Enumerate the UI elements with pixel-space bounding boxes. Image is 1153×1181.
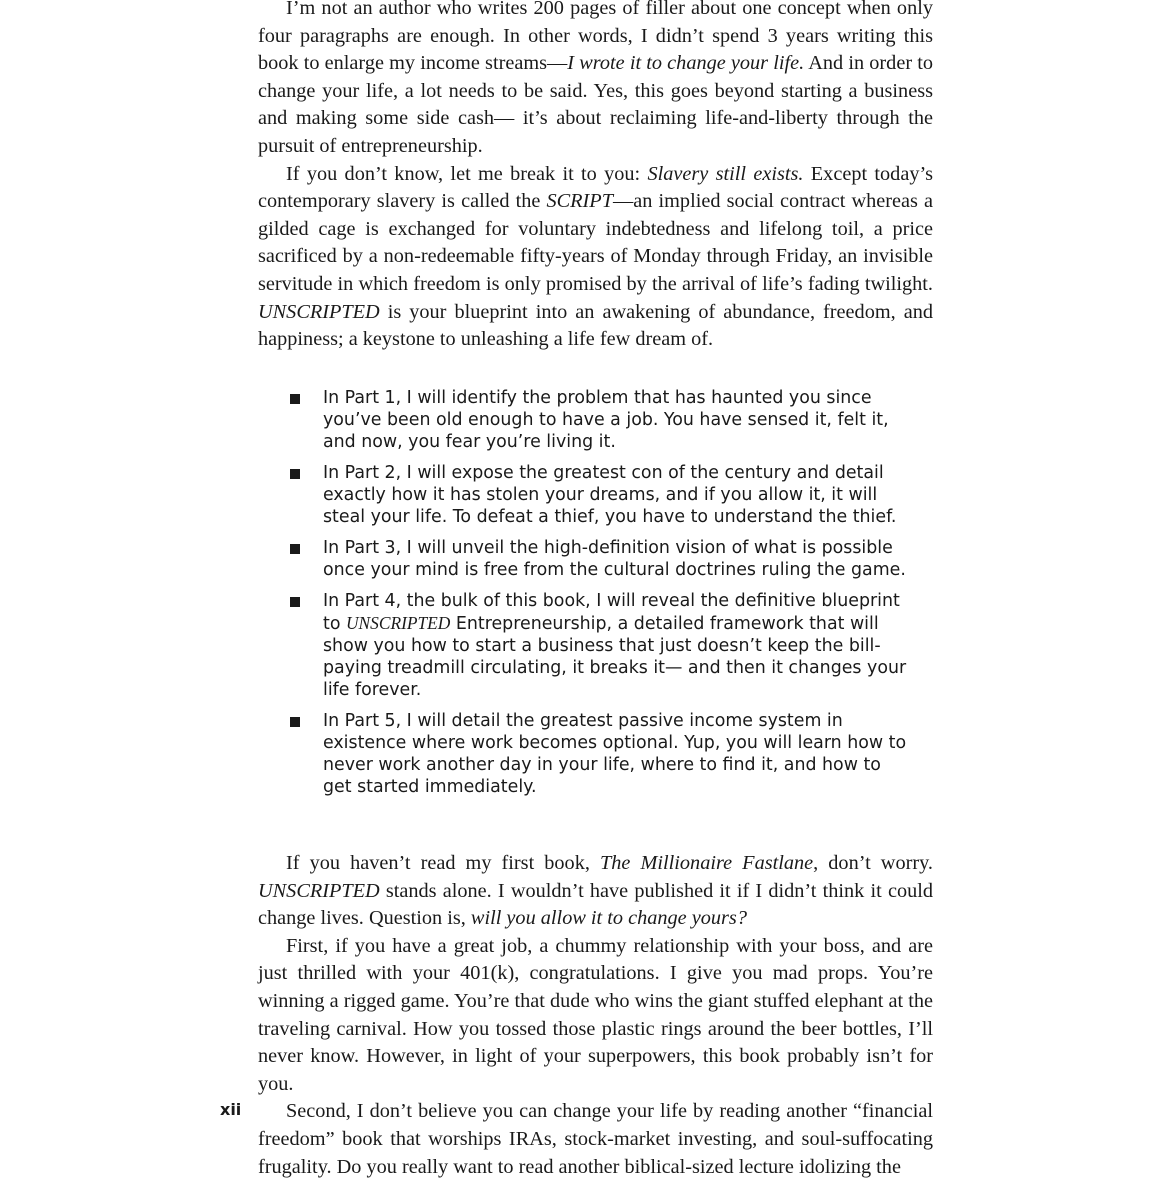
emphasis-unscripted: UNSCRIPTED [346,613,451,633]
bullet-part-5: In Part 5, I will detail the greatest passive income system in existence where work becomes optional. Yup, you will learn how to never work another day in your life, where to find it, and how to get started immediately. [288,710,908,798]
parts-bullet-list [288,387,908,807]
bullet-part-4: In Part 4, the bulk of this book, I will reveal the definitive blueprint to UNSCRIPTED Entrepreneurship, a detailed framework that will show you how to start a business that just doesn’t keep the bill-paying treadmill circulating, it breaks it— and then it changes your life forever. [288,590,908,701]
square-bullet-icon [290,469,300,479]
emphasis-unscripted: UNSCRIPTED [258,879,380,902]
emphasis-slavery: Slavery still exists. [647,162,804,185]
bullet-part-1: In Part 1, I will identify the problem that has haunted you since you’ve been old enough to have a job. You have sensed it, felt it, and now, you fear you’re living it. [288,387,908,453]
bullet-part-2: In Part 2, I will expose the greatest con of the century and detail exactly how it has stolen your dreams, and if you allow it, it will steal your life. To defeat a thief, you have to understand the thief. [288,462,908,528]
top-text-block [258,0,933,354]
square-bullet-icon [290,597,300,607]
paragraph-author-intent: I’m not an author who writes 200 pages of filler about one concept when only four paragraphs are enough. In other words, I didn’t spend 3 years writing this book to enlarge my income streams—I wrote it to change your life. And in order to change your life, a lot needs to be said. Yes, this goes beyond starting a business and making some side cash— it’s about reclaiming life-and-liberty through the pursuit of entrepreneurship. [258,0,934,157]
paragraph-second-reason: Second, I don’t believe you can change your life by reading another “financial freedom” book that worships IRAs, stock-market investing, and soul-suffocating frugality. Do you really want to read another biblical-sized lecture idolizing the [258,1100,933,1178]
square-bullet-icon [290,544,300,554]
bullet-part-3: In Part 3, I will unveil the high-definition vision of what is possible once your mind is free from the cultural doctrines ruling the game. [288,537,908,581]
paragraph-first-book: If you haven’t read my first book, The Millionaire Fastlane, don’t worry. UNSCRIPTED stands alone. I wouldn’t have published it if I didn’t think it could change lives. Question is, will you allow it to change yours? [258,852,933,930]
paragraph-slavery-exists: If you don’t know, let me break it to you: Slavery still exists. Except today’s contemporary slavery is called the SCRIPT—an implied social contract whereas a gilded cage is exchanged for voluntary indebtedness and lifelong toil, a price sacrificed by a non-redeemable fifty-years of Monday through Friday, an invisible servitude in which freedom is only promised by the arrival of life’s fading twilight. UNSCRIPTED is your blueprint into an awakening of abundance, freedom, and happiness; a keystone to unleashing a life few dream of. [258,162,934,351]
bottom-text-block [258,850,933,1181]
paragraph-first-reason: First, if you have a great job, a chummy relationship with your boss, and are just thrilled with your 401(k), congratulations. I give you mad props. You’re winning a rigged game. You’re that dude who wins the giant stuffed elephant at the traveling carnival. How you tossed those plastic rings around the beer bottles, I’ll never know. However, in light of your superpowers, this book probably isn’t for you. [258,934,933,1095]
emphasis-change-your-life: I wrote it to change your life. [567,52,805,75]
page-number: xii [220,1100,242,1119]
square-bullet-icon [290,394,300,404]
emphasis-question: will you allow it to change yours? [470,907,747,930]
emphasis-script: SCRIPT [546,190,613,213]
square-bullet-icon [290,717,300,727]
book-title-millionaire-fastlane: The Millionaire Fastlane [599,852,814,874]
emphasis-unscripted: UNSCRIPTED [258,300,380,323]
